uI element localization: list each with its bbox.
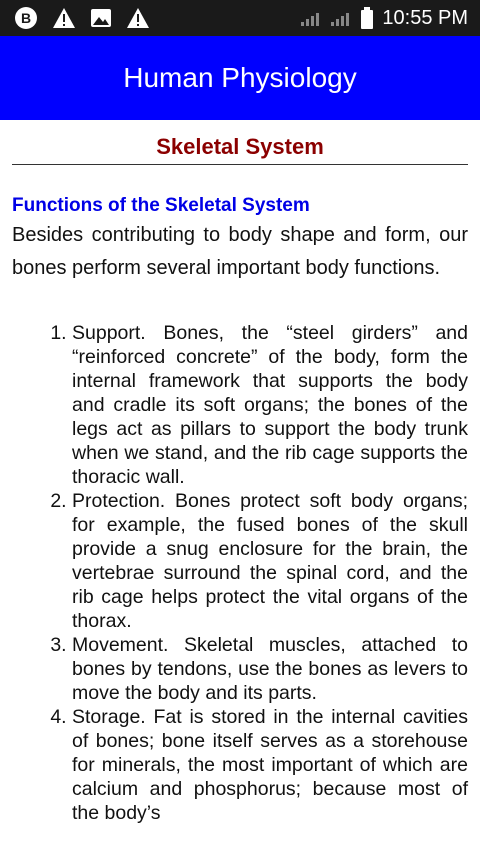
- clock: 10:55 PM: [382, 6, 468, 29]
- list-item: 1. Support. Bones, the “steel girders” and “reinforced concrete” of the body, form the internal framework that supports the body and cradle its soft organs; the bones of the legs act as pillars to support the body trunk when we stand, and the rib cage supports the thoracic wall.: [72, 321, 468, 489]
- svg-text:B: B: [20, 10, 32, 26]
- battery-icon: [360, 7, 374, 29]
- system-icons: [294, 7, 468, 30]
- image-icon: [90, 8, 112, 28]
- list-item: 2. Protection. Bones protect soft body organs; for example, the fused bones of the skull provide a snug enclosure for the brain, the vertebrae surround the spinal cord, and the rib cage helps protect the vital organs of the thorax.: [72, 489, 468, 633]
- list-item: 3. Movement. Skeletal muscles, attached to bones by tendons, use the bones as levers to move the body and its parts.: [72, 633, 468, 705]
- list-item: 4. Storage. Fat is stored in the internal cavities of bones; bone itself serves as a storehouse for minerals, the most important of which are calcium and phosphorus; because most of the body’s: [72, 705, 468, 825]
- section-title: Skeletal System: [12, 134, 468, 165]
- subsection-heading: Functions of the Skeletal System: [12, 195, 310, 216]
- app-badge-icon: [14, 6, 38, 30]
- functions-list: [12, 321, 468, 825]
- signal-icon: [330, 9, 354, 27]
- warning-icon: [52, 7, 76, 29]
- app-bar: [0, 36, 480, 120]
- notification-icons: [14, 6, 164, 30]
- intro-paragraph: Besides contributing to body shape and form, our bones perform several important body functions.: [12, 224, 468, 279]
- signal-icon: [300, 9, 324, 27]
- app-title: Human Physiology: [123, 62, 357, 93]
- article-content: [0, 134, 480, 825]
- status-bar: [0, 0, 480, 36]
- warning-icon: [126, 7, 150, 29]
